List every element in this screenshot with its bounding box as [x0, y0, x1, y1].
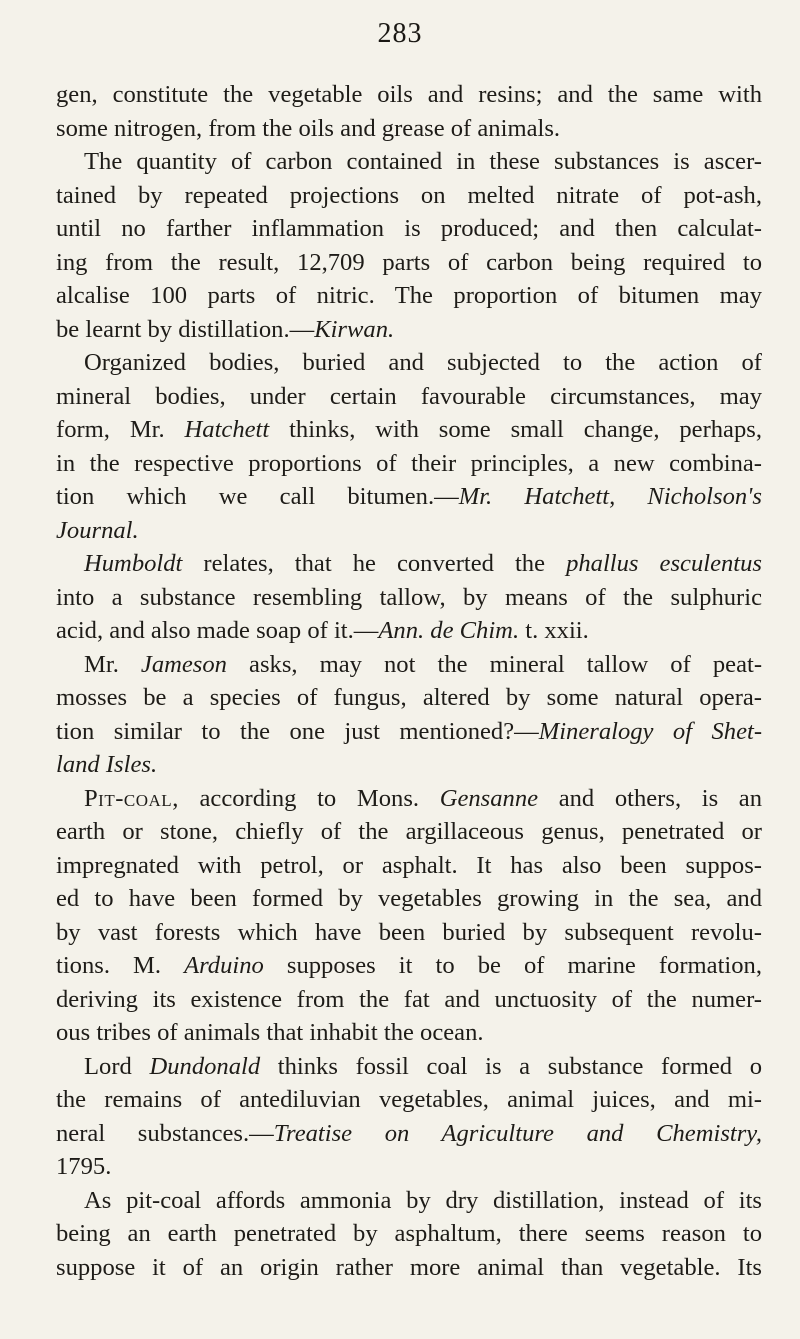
text-line: [56, 782, 762, 816]
text-line: [56, 78, 762, 112]
text-line: [56, 581, 762, 615]
italic-text: Ann. de Chim.: [378, 617, 520, 644]
text-run: deriving its existence from the fat and unctuosity of the numer-: [56, 985, 762, 1013]
text-run: acid, and also made soap of it.—: [56, 617, 379, 644]
text-run: ed to have been formed by vegetables growing in the sea, and: [56, 885, 762, 912]
text-run: thinks, with some small change, perhaps,: [269, 416, 762, 443]
text-run: Mr.: [84, 650, 141, 678]
text-line: [56, 413, 762, 447]
text-run: tion which we call bitumen.—: [56, 483, 459, 510]
text-line: [56, 849, 762, 883]
italic-text: Hatchett: [184, 416, 270, 443]
italic-text: Mr. Hatchett, Nicholson's: [458, 483, 762, 510]
small-caps-text: Pit-coal,: [84, 784, 179, 812]
text-line: [56, 1117, 762, 1151]
text-run: into a substance resembling tallow, by means of the sulphuric: [56, 583, 762, 611]
text-line: [56, 246, 762, 280]
text-line: [56, 1016, 762, 1050]
italic-text: Dundonald: [149, 1052, 261, 1080]
text-line: [56, 748, 762, 782]
italic-text: Kirwan.: [314, 315, 395, 343]
text-run: according to Mons.: [178, 784, 440, 812]
text-run: gen, constitute the vegetable oils and resins; and the same with: [56, 81, 762, 108]
text-line: [56, 480, 762, 514]
text-line: [56, 983, 762, 1017]
text-line: [56, 1083, 762, 1117]
text-run: supposes it to be of marine formation,: [263, 952, 762, 979]
text-run: some nitrogen, from the oils and grease of animals.: [56, 114, 561, 142]
text-line: [56, 1050, 762, 1084]
text-line: [56, 1251, 762, 1285]
italic-text: Journal.: [56, 516, 139, 544]
text-run: in the respective proportions of their principles, a new combina-: [56, 449, 762, 477]
italic-text: Arduino: [184, 952, 264, 979]
text-run: 1795.: [56, 1153, 112, 1180]
text-run: the remains of antediluvian vegetables, animal juices, and mi-: [56, 1086, 762, 1113]
text-run: The quantity of carbon contained in these substances is ascer-: [84, 148, 762, 175]
text-run: earth or stone, chiefly of the argillaceous genus, penetrated or: [56, 818, 762, 845]
text-line: [56, 112, 762, 146]
text-run: relates, that he converted the: [182, 550, 567, 577]
text-line: [56, 179, 762, 213]
body-text: [56, 78, 762, 1284]
text-run: be learnt by distillation.—: [56, 315, 315, 343]
text-run: neral substances.—: [56, 1119, 274, 1147]
text-line: [56, 1150, 762, 1184]
text-line: [56, 916, 762, 950]
text-run: and others, is an: [538, 784, 762, 812]
text-line: [56, 346, 762, 380]
text-run: asks, may not the mineral tallow of peat-: [226, 650, 763, 678]
text-run: mineral bodies, under certain favourable circumstances, may: [56, 382, 762, 410]
text-line: [56, 514, 762, 548]
text-run: ing from the result, 12,709 parts of carbon being required to: [56, 248, 762, 276]
text-run: tion similar to the one just mentioned?—: [56, 717, 539, 745]
text-run: ous tribes of animals that inhabit the ocean.: [56, 1019, 484, 1046]
text-line: [56, 547, 762, 581]
text-line: [56, 882, 762, 916]
text-run: mosses be a species of fungus, altered by some natural opera-: [56, 684, 762, 711]
text-line: [56, 313, 762, 347]
text-run: being an earth penetrated by asphaltum, there seems reason to: [56, 1220, 762, 1247]
text-line: [56, 212, 762, 246]
text-run: thinks fossil coal is a substance formed o: [260, 1052, 762, 1080]
text-run: Organized bodies, buried and subjected to the action of: [84, 349, 762, 376]
text-run: form, Mr.: [56, 416, 185, 443]
italic-text: phallus esculentus: [566, 550, 762, 577]
text-run: impregnated with petrol, or asphalt. It has also been suppos-: [56, 851, 762, 879]
text-line: [56, 648, 762, 682]
text-line: [56, 447, 762, 481]
text-run: As pit-coal affords ammonia by dry distillation, instead of its: [84, 1186, 762, 1214]
text-line: [56, 1184, 762, 1218]
text-run: alcalise 100 parts of nitric. The proportion of bitumen may: [56, 282, 762, 309]
text-run: by vast forests which have been buried by subsequent revolu-: [56, 918, 762, 946]
text-run: suppose it of an origin rather more animal than vegetable. Its: [56, 1253, 762, 1281]
text-run: t. xxii.: [519, 617, 589, 644]
text-line: [56, 380, 762, 414]
text-run: tions. M.: [56, 952, 185, 979]
italic-text: Mineralogy of Shet-: [538, 717, 763, 745]
page-number: 283: [377, 18, 423, 49]
italic-text: Gensanne: [439, 784, 539, 812]
text-run: Lord: [84, 1052, 150, 1080]
text-run: tained by repeated projections on melted nitrate of pot-ash,: [56, 181, 762, 209]
italic-text: Treatise on Agriculture and Chemistry,: [273, 1119, 762, 1147]
text-line: [56, 145, 762, 179]
text-line: [56, 279, 762, 313]
text-line: [56, 815, 762, 849]
text-line: [56, 1217, 762, 1251]
italic-text: Jameson: [140, 650, 227, 678]
text-line: [56, 949, 762, 983]
text-line: [56, 715, 762, 749]
text-line: [56, 614, 762, 648]
italic-text: Humboldt: [84, 550, 183, 577]
text-run: until no farther inflammation is produced; and then calculat-: [56, 215, 762, 242]
text-line: [56, 681, 762, 715]
italic-text: land Isles.: [56, 751, 158, 778]
